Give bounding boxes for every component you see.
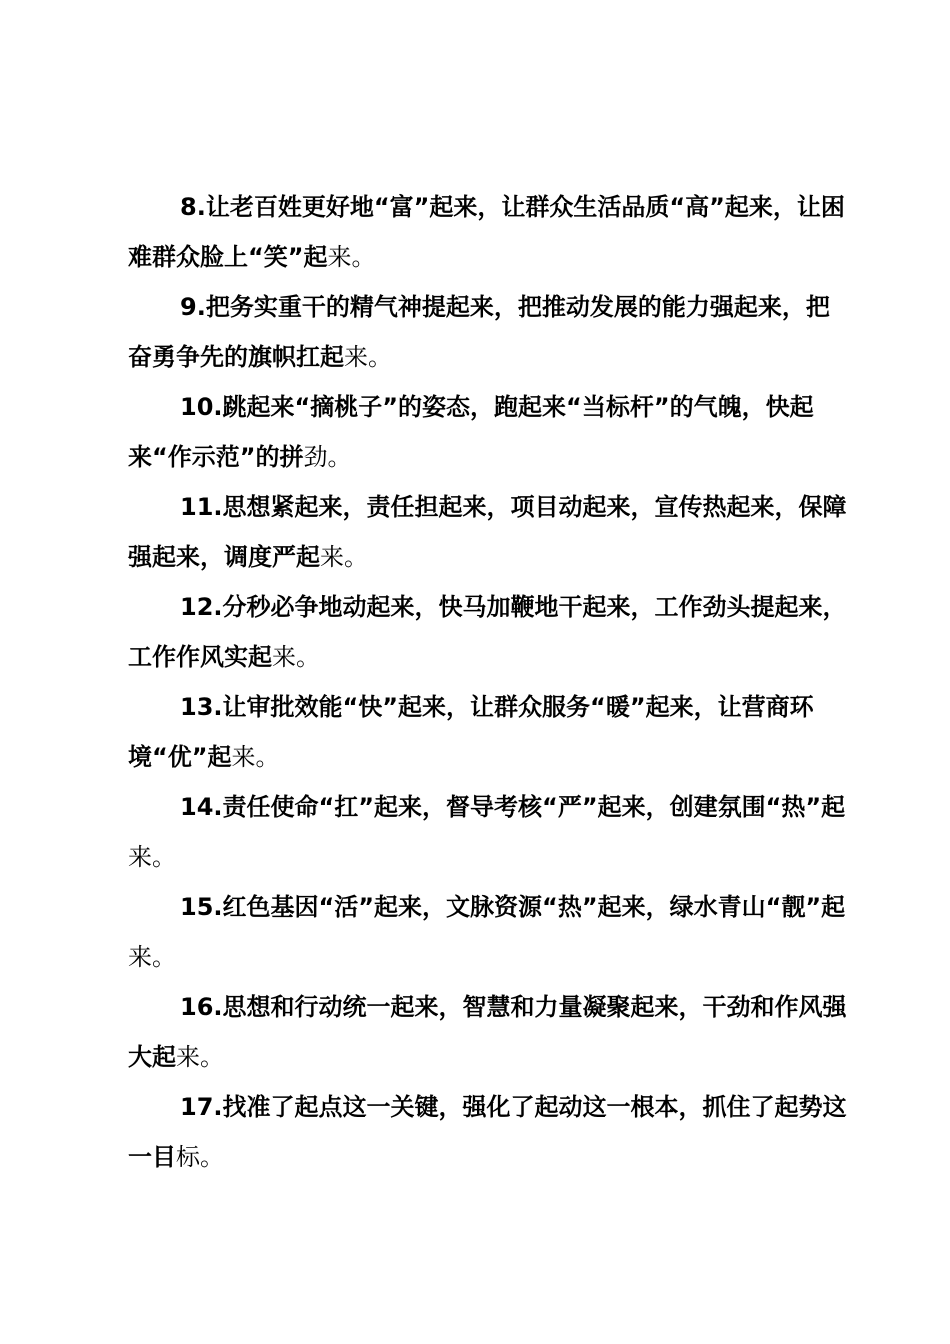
item-text-tail: 来。	[128, 943, 176, 971]
list-item	[128, 782, 848, 882]
item-text-tail: 标。	[176, 1143, 224, 1171]
list-item	[128, 882, 848, 982]
list-item	[128, 482, 848, 582]
list-item	[128, 582, 848, 682]
item-text-bold: 15.红色基因“活”起来，文脉资源“热”起来，绿水青山“靓”起	[180, 893, 846, 921]
item-text-tail: 来。	[272, 643, 320, 671]
item-text-bold: 10.跳起来“摘桃子”的姿态，跑起来“当标杆”的气魄，快起来“作示范”的拼	[128, 393, 814, 471]
list-item	[128, 1082, 848, 1182]
list-item	[128, 682, 848, 782]
list-item	[128, 382, 848, 482]
item-text-tail: 来。	[128, 843, 176, 871]
item-text-tail: 来。	[231, 743, 280, 771]
item-text-tail: 来。	[327, 243, 376, 271]
list-item	[128, 182, 848, 282]
item-text-tail: 劲。	[303, 443, 352, 471]
item-text-tail: 来。	[344, 343, 392, 371]
item-text-tail: 来。	[320, 543, 368, 571]
item-text-tail: 来。	[176, 1043, 224, 1071]
item-text-bold: 13.让审批效能“快”起来，让群众服务“暖”起来，让营商环境“优”起	[128, 693, 814, 771]
list-item	[128, 982, 848, 1082]
item-text-bold: 8.让老百姓更好地“富”起来，让群众生活品质“高”起来，让困难群众脸上“笑”起	[128, 193, 845, 271]
item-text-bold: 9.把务实重干的精气神提起来，把推动发展的能力强起来，把奋勇争先的旗帜扛起	[128, 293, 830, 371]
item-text-bold: 11.思想紧起来，责任担起来，项目动起来，宣传热起来，保障强起来，调度严起	[128, 493, 847, 571]
item-text-bold: 16.思想和行动统一起来，智慧和力量凝聚起来，干劲和作风强大起	[128, 993, 847, 1071]
item-text-bold: 17.找准了起点这一关键，强化了起动这一根本，抓住了起势这一目	[128, 1093, 847, 1171]
item-text-bold: 14.责任使命“扛”起来，督导考核“严”起来，创建氛围“热”起	[180, 793, 846, 821]
document-page	[128, 182, 848, 1182]
list-item	[128, 282, 848, 382]
item-text-bold: 12.分秒必争地动起来，快马加鞭地干起来，工作劲头提起来，工作作风实起	[128, 593, 847, 671]
